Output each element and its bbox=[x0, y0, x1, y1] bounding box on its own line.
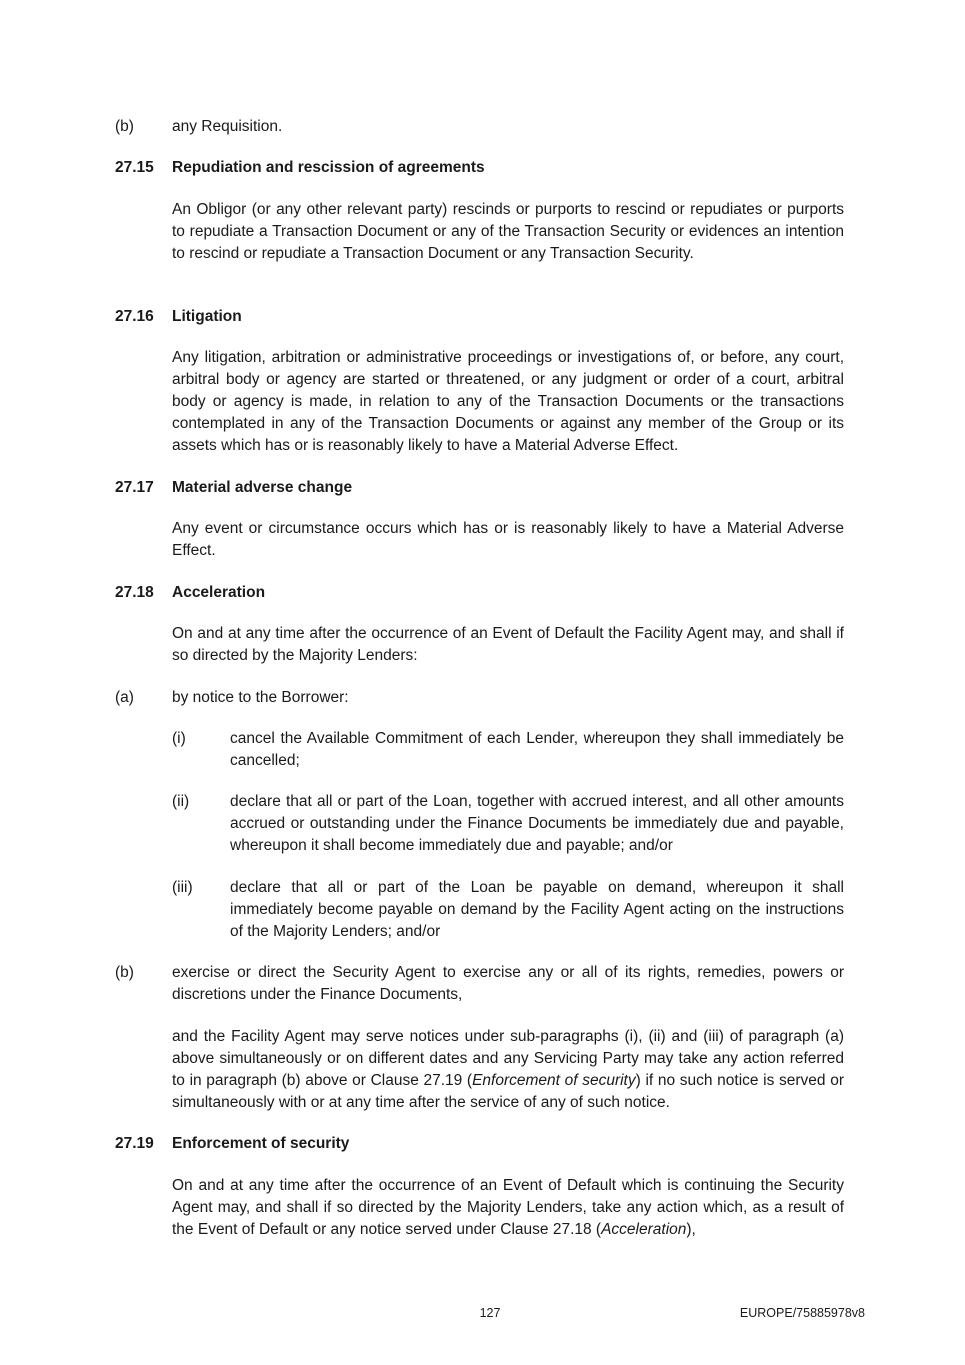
clause-number-27-18: 27.18 bbox=[115, 584, 154, 601]
clause-number-27-17: 27.17 bbox=[115, 479, 154, 496]
clause-title-27-19: Enforcement of security bbox=[172, 1135, 350, 1152]
item-label-a: (a) bbox=[115, 689, 134, 706]
clause-body-27-19 bbox=[172, 1175, 844, 1241]
item-text-b: any Requisition. bbox=[172, 118, 283, 135]
clause-body-27-17: Any event or circumstance occurs which has or is reasonably likely to have a Material Adverse Effect. bbox=[172, 520, 844, 559]
clause-closing-27-18 bbox=[172, 1026, 844, 1114]
item-text-a: by notice to the Borrower: bbox=[172, 689, 349, 706]
subitem-text-i: cancel the Available Commitment of each Lender, whereupon they shall immediately be cancelled; bbox=[230, 730, 844, 769]
subitem-label-iii: (iii) bbox=[172, 879, 193, 896]
clause-title-27-18: Acceleration bbox=[172, 584, 266, 601]
clause-title-27-16: Litigation bbox=[172, 308, 242, 325]
clause-intro-27-18: On and at any time after the occurrence of an Event of Default the Facility Agent may, and shall if so directed by the Majority Lenders: bbox=[172, 625, 844, 664]
closing-text-2: ) if no such notice is served or simultaneously with or at any time after the service of any of such notice. bbox=[172, 1072, 844, 1111]
clause-body-27-16: Any litigation, arbitration or administrative proceedings or investigations of, or before, any court, arbitral body or agency are started or threatened, or any judgment or order of a court, arbitral body or agency is made, in relation to any of the Transaction Documents or the transactions contemplated in any of the Transaction Documents or against any member of the Group or its assets which has or is reasonably likely to have a Material Adverse Effect. bbox=[172, 349, 844, 454]
clause-title-27-15: Repudiation and rescission of agreements bbox=[172, 159, 485, 176]
subitem-text-iii: declare that all or part of the Loan be payable on demand, whereupon it shall immediately become payable on demand by the Facility Agent acting on the instructions of the Majority Lenders; and/or bbox=[230, 879, 844, 940]
clause-number-27-19: 27.19 bbox=[115, 1135, 154, 1152]
item-label-b: (b) bbox=[115, 118, 134, 135]
closing-text-1: and the Facility Agent may serve notices under sub-paragraphs (i), (ii) and (iii) of paragraph (a) above simultaneously or on different dates and any Servicing Party may take any action referred to in paragraph (b) above or Clause 27.19 ( bbox=[172, 1028, 844, 1089]
subitem-text-ii: declare that all or part of the Loan, together with accrued interest, and all other amounts accrued or outstanding under the Finance Documents be immediately due and payable, whereupon it shall become immediately due and payable; and/or bbox=[230, 793, 844, 854]
body-emphasis: Acceleration bbox=[601, 1221, 687, 1238]
item-text-b-2: exercise or direct the Security Agent to exercise any or all of its rights, remedies, powers or discretions under the Finance Documents, bbox=[172, 964, 844, 1003]
clause-body-27-15: An Obligor (or any other relevant party) rescinds or purports to rescind or repudiates or purports to repudiate a Transaction Document or any of the Transaction Security or evidences an intention to rescind or repudiate a Transaction Document or any Transaction Security. bbox=[172, 201, 844, 262]
document-reference: EUROPE/75885978v8 bbox=[739, 1306, 865, 1320]
subitem-label-ii: (ii) bbox=[172, 793, 190, 810]
item-label-b-2: (b) bbox=[115, 964, 134, 981]
body-text-2: ), bbox=[686, 1221, 696, 1238]
body-text-1: On and at any time after the occurrence of an Event of Default which is continuing the Security Agent may, and shall if so directed by the Majority Lenders, take any action which, as a result of the Event of Default or any notice served under Clause 27.18 ( bbox=[172, 1177, 844, 1238]
page-number: 127 bbox=[479, 1306, 501, 1320]
clause-number-27-16: 27.16 bbox=[115, 308, 154, 325]
clause-title-27-17: Material adverse change bbox=[172, 479, 353, 496]
closing-emphasis: Enforcement of security bbox=[472, 1072, 636, 1089]
subitem-label-i: (i) bbox=[172, 730, 186, 747]
clause-number-27-15: 27.15 bbox=[115, 159, 154, 176]
